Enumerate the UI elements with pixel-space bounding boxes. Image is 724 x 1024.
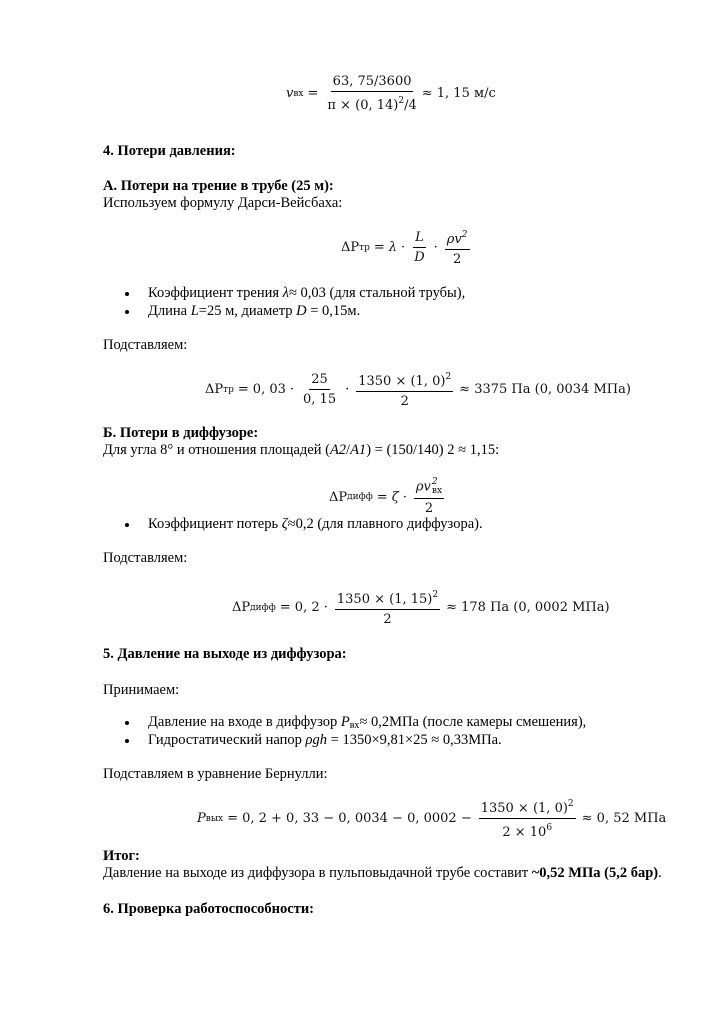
section-5-heading: 5. Давление на выходе из диффузора: [103,646,347,662]
formula-velocity [286,74,496,113]
numerator-rho-v [445,228,470,250]
formula-friction: ΔP тр = 0, 03 · $\frac{25}{0, 15}$ · $\frac{1350 \times (1, 0)^2}{2}$ ≈ 3375 Па (0, 0034 МПа) [205,372,631,409]
delta-p: ΔP [341,240,360,255]
dot-operator: · [401,240,406,255]
fraction: $\frac{25}{0, 15}$ [303,372,337,407]
section-6-heading: 6. Проверка работоспособности: [103,901,315,917]
formula-bernoulli: P вых = 0, 2 + 0, 33 − 0, 0034 − 0, 0002 − $\frac{1350 \times (1, 0)^2}{2 \times 10^6}$ ≈ 0, 52 МПа [197,799,667,840]
formula-diffuser: ΔP дифф = ζ · ρv 2 вх 2 [329,477,443,516]
fraction: ρv 2 вх 2 [415,477,443,516]
result-text: Давление на выходе из диффузора в пульповыдачной трубе составит ~0,52 МПа (5,2 бар). [103,865,662,881]
subst-label-2: Подставляем: [103,550,188,566]
den-right: /4 [404,98,417,113]
result-heading: Итог: [103,848,140,864]
lambda-symbol: λ [388,240,398,255]
formula-darcy [341,228,473,267]
fraction-rho-v [445,228,470,267]
rho-v: ρv [446,232,462,247]
list-item-text: Коэффициент потерь ζ≈0,2 (для плавного диффузора). [148,516,483,532]
section-4-heading: 4. Потери давления: [103,143,236,159]
denominator-d: D [414,250,425,265]
numerator: 63, 75/3600 [331,74,414,92]
exp: 2 [461,230,468,240]
accept-label: Принимаем: [103,682,180,698]
list-item-text: Коэффициент трения λ≈ 0,03 (для стальной трубы), [148,285,466,301]
bullet-dot [125,292,129,296]
formula-result: ≈ 3375 Па (0, 0034 МПа) [459,382,631,397]
list-item-text: Длина L=25 м, диаметр D = 0,15м. [148,303,361,319]
subsection-a-intro: Используем формулу Дарси-Вейсбаха: [103,195,343,211]
bullet-dot [125,523,129,527]
dot-operator: · [433,240,438,255]
bernoulli-label: Подставляем в уравнение Бернулли: [103,766,328,782]
fraction: $\frac{1350 \times (1, 0)^2}{2}$ [358,372,452,409]
fraction: $\frac{1350 \times (1, 0)^2}{2 \times 10^6}$ [480,799,574,840]
formula-result: ≈ 1, 15 м/с [421,86,496,101]
delta-p-sub: тр [359,242,370,253]
subst-label: Подставляем: [103,337,188,353]
denominator [325,92,418,113]
fraction [325,74,418,113]
equals-sign: = [307,86,319,101]
fraction: $\frac{1350 \times (1, 15)^2}{2}$ [336,590,439,627]
subsection-a-heading: А. Потери на трение в трубе (25 м): [103,178,334,194]
subsection-b-heading: Б. Потери в диффузоре: [103,425,259,441]
fraction-l-d [412,230,426,265]
formula-sub: вх [293,88,304,99]
denominator-two: 2 [452,252,462,267]
den-exp: 2 [398,96,405,106]
numerator-l: L [413,230,426,248]
formula-var: v [286,86,294,101]
den-left: π × (0, 14) [327,98,399,113]
list-item-text: Давление на входе в диффузор Pвх≈ 0,2МПа (после камеры смешения), [148,714,587,731]
subsection-b-intro: Для угла 8° и отношения площадей (A2/A1) = (150/140) 2 ≈ 1,15: [103,442,500,458]
equals-sign: = [373,240,385,255]
bullet-dot [125,739,129,743]
bullet-dot [125,310,129,314]
list-item-text: Гидростатический напор ρgh = 1350×9,81×25 ≈ 0,33МПа. [148,732,502,748]
formula-diffuser-values: ΔP дифф = 0, 2 · $\frac{1350 \times (1, 15)^2}{2}$ ≈ 178 Па (0, 0002 МПа) [232,590,610,627]
bullet-dot [125,721,129,725]
